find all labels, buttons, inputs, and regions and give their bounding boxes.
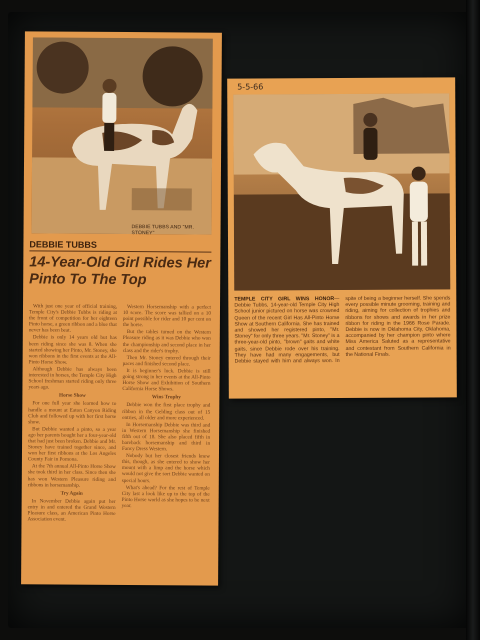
article-kicker: DEBBIE TUBBS (29, 239, 211, 252)
article-paragraph: Western Horsemanship with a perfect 10 score. The score was tallied on a 10 point possible for rider and 10 per cent on the horse. (122, 304, 212, 329)
article-paragraph: It is beginner's luck. Debbie is still going strong in her events at the All-Pinto Horse Show and Exhibition of Southern California Horse Shows. (122, 367, 211, 393)
article-column-1 (27, 303, 117, 524)
article-paragraph: In Horsemanship Debbie was third and in Western Horsemanship she finished fifth out of 18. She also placed fifth in bareback horsemanship and third in Fancy Dress Western. (121, 421, 211, 453)
article-paragraph: Debbie won the first place trophy and ribbon in the Gelding class out of 15 entries, all older and more experienced. (122, 402, 211, 422)
article-subhead: Horse Show (59, 392, 86, 400)
caption-body: Debbie Tubbs, 14-year-old Temple City High School junior pictured on horse was crowned Queen of the recent Girl Has All-Pinto Horse Show at Southern California. She has trained and showed her registered pinto, "Mr. Stoney" for only three years. "Mr. Stoney" is a three-year-old pinto, "brown" gaits and white gaits, since Debbie rode over his training. They have had many engagements, but Debbie stayed with him and always won. In spite of being a beginner herself. She spends every possible minute grooming, training and riding, aiming for collection of trophies and ribbons for shows and awards in her prize ribbon for riding in the 1966 Rose Parade. Debbie is now in Oklahoma City, Oklahoma, accompanied by her champion pinto where Miss America Saluted as a representative and contestant from Southern California in the National Finals. (234, 295, 451, 365)
article-column-2 (122, 304, 211, 511)
article-paragraph: What's ahead? For the rest of Temple City last a look like up to the top of the Pinto Horse world as she hopes to be next year. (121, 484, 210, 509)
article-subhead: Try Again (60, 490, 83, 497)
article-paragraph: Although Debbie has always been interested in horses, the Temple City High School freshman started riding only three years ago. (28, 366, 117, 391)
photo-caption-text: TEMPLE CITY GIRL WINS HONOR—Debbie Tubbs, 14-year-old Temple City High School junior pictured on horse was crowned Queen of the recent Girl Has All-Pinto Horse Show at Southern California. She has trained and showed her registered pinto, "Mr. Stoney" for only three years. "Mr. Stoney" is a three-year-old pinto, "brown" gaits and white gaits, since Debbie rode over his training. They have had many engagements, but Debbie stayed with him and always won. In spite of being a beginner herself. She spends every possible minute grooming, training and riding, aiming for collection of trophies and ribbons for shows and awards in her prize ribbon for riding in the 1966 Rose Parade. Debbie is now in Oklahoma City, Oklahoma, accompanied by her champion pinto where Miss America Saluted as a representative and contestant from Southern California in the National Finals. (234, 295, 451, 365)
article-paragraph: Nobody but her closest friends knew this, though, as she entered to show her mount with a limp and the horse which would not give the sort Debbie wanted on special hours. (121, 453, 210, 484)
article-paragraph: In November Debbie again put her entry in and entered the Grand Western Pleasure class, an American Pinto Horse Association event. (27, 498, 116, 523)
caption-lead: TEMPLE CITY GIRL WINS HONOR (234, 296, 335, 303)
photo-caption: DEBBIE TUBBS AND "MR. STONEY" (131, 224, 195, 237)
article-paragraph: But Debbie wanted a pinto, so a year ago her parents bought her a four-year-old that had just been broken. Debbie and Mr. Stoney have trained together since, and won her first ribbons at the Los Angeles County Fair in Pomona. (27, 426, 117, 463)
article-paragraph: Debbie is only 14 years old but has been riding since she was 8. When she started showing her Pinto, Mr. Stoney, she won ribbons in the first events at the All-Pinto Horse Show. (28, 334, 117, 366)
article-paragraph: But the tables turned on the Western Pleasure riding as it was Debbie who won the championship and second place in her class and the rider's trophy. (122, 329, 211, 355)
article-paragraph: For one full year she learned how to handle a mount at Eaton Canyon Riding Club and followed up with her first horse show. (28, 400, 117, 426)
article-paragraph: At the 7th annual All-Pinto Horse Show she took third in her class. Since then she has won Western Pleasure riding and ribbons in horsemanship. (27, 463, 116, 489)
article-headline: 14-Year-Old Girl Rides Her Pinto To The Top (29, 254, 211, 289)
rider-on-pinto-photo (32, 37, 213, 237)
article-subhead: Wins Trophy (151, 394, 181, 401)
article-paragraph: With just one year of official training, Temple City's Debbie Tubbs is riding at the front of competition for her eighteen Pinto horse, a green ribbon and a blue that never has been beat. (28, 303, 118, 335)
right-newspaper-clipping (227, 77, 457, 398)
left-newspaper-clipping (21, 31, 222, 585)
handwritten-date: 5-5-66 (237, 82, 264, 92)
article-paragraph: Then Mr. Stoney entered through their paces and finished second place. (122, 354, 211, 368)
horse-and-girl-photo (233, 93, 450, 290)
album-binder-edge (466, 0, 480, 640)
